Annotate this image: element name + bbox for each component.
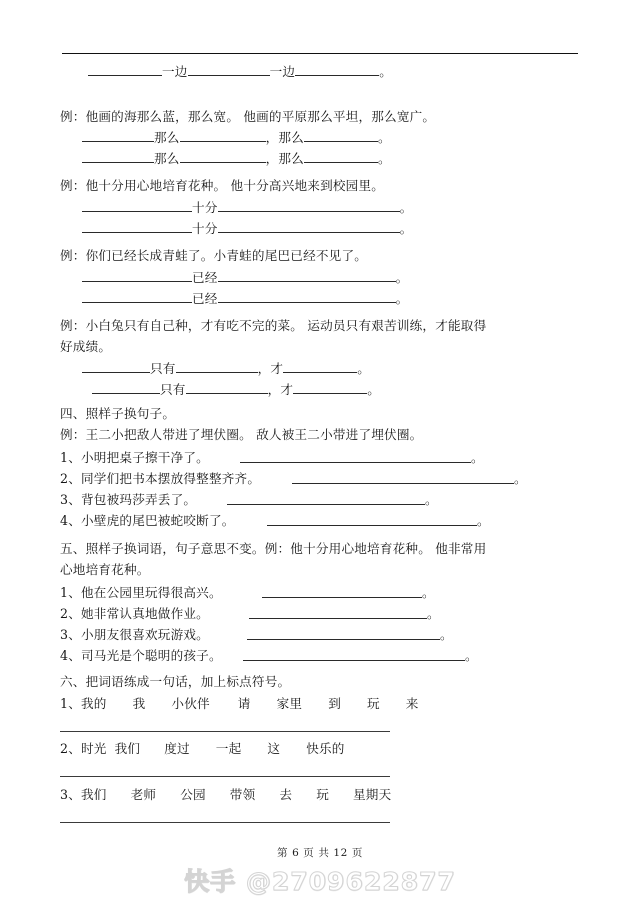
section-six-write-line[interactable] (60, 822, 390, 823)
blank-segment[interactable] (82, 291, 192, 303)
section-five-item-2 (60, 606, 209, 621)
section-five-heading-line1: 五、照样子换词语，句子意思不变。例：他十分用心地培育花种。 他非常用 (60, 541, 487, 556)
pattern-end-punct: 。 (399, 200, 413, 215)
example-zhiyou-text-line1: 例：小白兔只有自己种，才有吃不完的菜。 运动员只有艰苦训练，才能取得 (60, 318, 487, 333)
blank-segment[interactable] (82, 130, 154, 142)
example-nazhe-text: 例：他画的海那么蓝，那么宽。 他画的平原那么平坦，那么宽广。 (60, 109, 436, 124)
page-footer: 第 6 页 共 12 页 (277, 847, 363, 859)
item-text: 小朋友很喜欢玩游戏。 (81, 627, 209, 642)
pattern-word-cai: 才 (280, 382, 294, 397)
pattern-word-yibian-1: 一边 (162, 64, 188, 79)
watermark-text: 快手 @2709622877 (184, 867, 456, 896)
pattern-end-punct: 。 (379, 64, 392, 79)
pattern-end-punct: 。 (367, 382, 380, 397)
word-token: 我们 (114, 741, 141, 756)
pattern-comma: ， (265, 130, 279, 145)
section-four-example: 例：王二小把敌人带进了埋伏圈。 敌人被王二小带进了埋伏圈。 (60, 427, 423, 442)
word-token: 我 (132, 696, 146, 711)
item-end-punct: 。 (514, 471, 527, 486)
section-six-write-line[interactable] (60, 731, 390, 732)
blank-segment[interactable] (295, 64, 379, 76)
word-token: 这 (267, 741, 281, 756)
word-token: 玩 (366, 696, 380, 711)
example-shifen-text: 例：他十分用心地培育花种。 他十分高兴地来到校园里。 (60, 178, 385, 193)
item-text: 小明把桌子擦干净了。 (81, 450, 209, 465)
item-number: 1、 (60, 585, 82, 600)
item-text: 她非常认真地做作业。 (81, 606, 209, 621)
answer-blank-line[interactable] (247, 639, 440, 640)
blank-segment[interactable] (82, 361, 150, 373)
section-four-heading: 四、照样子换句子。 (60, 406, 176, 421)
blank-segment[interactable] (218, 200, 400, 212)
answer-blank-line[interactable] (240, 462, 471, 463)
item-text: 他在公园里玩得很高兴。 (81, 585, 222, 600)
blank-segment[interactable] (82, 221, 192, 233)
item-end-punct: 。 (427, 606, 440, 621)
word-token: 度过 (164, 741, 190, 756)
word-token: 带领 (229, 787, 256, 802)
answer-blank-line[interactable] (227, 504, 425, 505)
item-number: 1、 (60, 696, 82, 711)
answer-blank-line[interactable] (267, 525, 477, 526)
pattern-word-shifen: 十分 (192, 200, 218, 215)
section-five-heading-line2: 心地培育花种。 (60, 562, 150, 577)
word-token: 家里 (276, 696, 303, 711)
item-number: 3、 (60, 787, 82, 802)
pattern-nazhe-row-1 (82, 130, 391, 145)
word-token: 玩 (316, 787, 329, 802)
pattern-word-nazhe-2: 那么 (278, 130, 304, 145)
top-divider-rule (62, 53, 578, 54)
blank-segment[interactable] (304, 130, 378, 142)
section-six-write-line[interactable] (60, 776, 390, 777)
pattern-zhiyou-row-1 (82, 361, 370, 376)
section-six-heading: 六、把词语练成一句话，加上标点符号。 (60, 674, 291, 689)
word-token: 时光 (81, 741, 107, 756)
blank-segment[interactable] (92, 382, 160, 394)
word-token: 去 (279, 787, 293, 802)
pattern-end-punct: 。 (377, 151, 391, 166)
pattern-yibian-row (88, 64, 392, 79)
pattern-word-cai: 才 (270, 361, 284, 376)
item-number: 3、 (60, 492, 82, 507)
word-token: 公园 (180, 787, 206, 802)
blank-segment[interactable] (283, 361, 357, 373)
pattern-comma: ， (257, 361, 271, 376)
item-end-punct: 。 (471, 450, 484, 465)
pattern-yijing-row-1 (82, 270, 408, 285)
blank-segment[interactable] (180, 130, 266, 142)
section-five-item-1 (60, 585, 222, 600)
blank-segment[interactable] (176, 361, 258, 373)
blank-segment[interactable] (82, 151, 154, 163)
item-text: 背包被玛莎弄丢了。 (81, 492, 197, 507)
pattern-end-punct: 。 (399, 221, 413, 236)
pattern-zhiyou-row-2 (92, 382, 380, 397)
pattern-word-yibian-2: 一边 (269, 64, 296, 79)
blank-segment[interactable] (218, 291, 396, 303)
pattern-word-nazhe: 那么 (154, 130, 180, 145)
section-six-item-1 (60, 696, 419, 711)
item-text: 同学们把书本摆放得整整齐齐。 (81, 471, 261, 486)
answer-blank-line[interactable] (243, 660, 465, 661)
item-number: 4、 (60, 648, 82, 663)
section-four-item-4 (60, 513, 235, 528)
section-five-item-4 (60, 648, 222, 663)
word-token: 老师 (130, 787, 157, 802)
word-token: 到 (328, 696, 341, 711)
item-number: 4、 (60, 513, 82, 528)
item-end-punct: 。 (422, 585, 435, 600)
item-end-punct: 。 (425, 492, 438, 507)
pattern-shifen-row-1 (82, 200, 412, 215)
section-four-item-2 (60, 471, 260, 486)
pattern-shifen-row-2 (82, 221, 412, 236)
pattern-word-shifen: 十分 (192, 221, 218, 236)
answer-blank-line[interactable] (262, 597, 422, 598)
pattern-yijing-row-2 (82, 291, 408, 306)
word-token: 小伙伴 (171, 696, 210, 711)
pattern-word-yijing: 已经 (192, 291, 218, 306)
pattern-word-nazhe-2: 那么 (278, 151, 304, 166)
answer-blank-line[interactable] (292, 483, 514, 484)
section-four-item-1 (60, 450, 209, 465)
item-end-punct: 。 (465, 648, 478, 663)
blank-segment[interactable] (293, 382, 367, 394)
answer-blank-line[interactable] (249, 618, 427, 619)
blank-segment[interactable] (82, 270, 192, 282)
pattern-end-punct: 。 (395, 291, 409, 306)
blank-segment[interactable] (88, 64, 162, 76)
blank-segment[interactable] (218, 221, 400, 233)
section-six-item-2 (60, 741, 345, 756)
word-token: 我们 (81, 787, 107, 802)
item-number: 1、 (60, 450, 82, 465)
section-four-item-3 (60, 492, 196, 507)
word-token: 请 (237, 696, 251, 711)
blank-segment[interactable] (180, 151, 266, 163)
blank-segment[interactable] (82, 200, 192, 212)
pattern-end-punct: 。 (395, 270, 409, 285)
pattern-word-zhiyou: 只有 (160, 382, 186, 397)
item-number: 3、 (60, 627, 82, 642)
item-number: 2、 (60, 741, 82, 756)
section-five-item-3 (60, 627, 209, 642)
pattern-word-nazhe: 那么 (154, 151, 180, 166)
pattern-end-punct: 。 (357, 361, 370, 376)
item-end-punct: 。 (440, 627, 453, 642)
pattern-comma: ， (265, 151, 279, 166)
pattern-word-zhiyou: 只有 (150, 361, 176, 376)
item-end-punct: 。 (477, 513, 490, 528)
example-zhiyou-text-line2: 好成绩。 (60, 339, 112, 354)
blank-segment[interactable] (304, 151, 378, 163)
word-token: 我的 (81, 696, 107, 711)
pattern-comma: ， (267, 382, 281, 397)
blank-segment[interactable] (188, 64, 270, 76)
item-text: 司马光是个聪明的孩子。 (81, 648, 222, 663)
word-token: 星期天 (352, 787, 392, 802)
pattern-end-punct: 。 (377, 130, 391, 145)
word-token: 一起 (215, 741, 242, 756)
pattern-word-yijing: 已经 (192, 270, 218, 285)
item-text: 小壁虎的尾巴被蛇咬断了。 (81, 513, 235, 528)
blank-segment[interactable] (218, 270, 396, 282)
item-number: 2、 (60, 471, 82, 486)
item-number: 2、 (60, 606, 82, 621)
blank-segment[interactable] (186, 382, 268, 394)
word-token: 快乐的 (306, 741, 345, 756)
word-token: 来 (405, 696, 419, 711)
section-six-item-3 (60, 787, 391, 802)
pattern-nazhe-row-2 (82, 151, 391, 166)
example-yijing-text: 例：你们已经长成青蛙了。小青蛙的尾巴已经不见了。 (60, 248, 368, 263)
